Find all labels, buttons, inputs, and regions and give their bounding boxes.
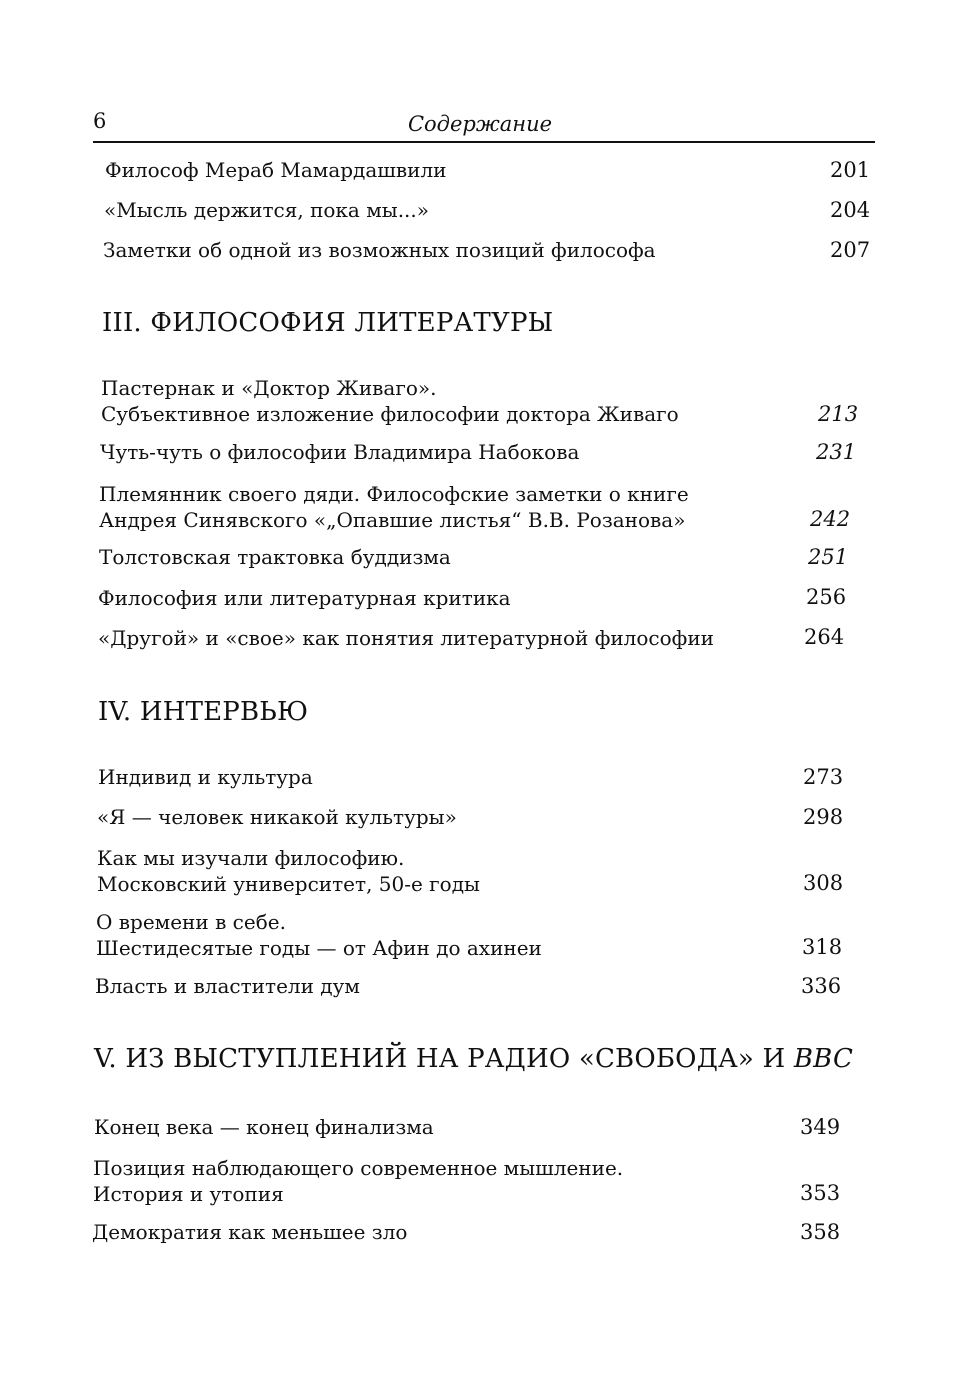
toc-entry-title: «Я — человек никакой культуры» bbox=[97, 805, 457, 829]
toc-entry-title: Власть и властители дум bbox=[95, 974, 360, 998]
section-heading: IV. ИНТЕРВЬЮ bbox=[98, 697, 309, 727]
toc-entry-page: 251 bbox=[808, 545, 849, 569]
toc-entry-page: 349 bbox=[800, 1115, 841, 1139]
toc-entry-page: 204 bbox=[830, 198, 871, 222]
toc-entry-subtitle: Московский университет, 50-е годы bbox=[97, 872, 480, 896]
toc-entry-title: Конец века — конец финализма bbox=[94, 1115, 434, 1139]
toc-entry-title: Демократия как меньшее зло bbox=[92, 1220, 408, 1244]
toc-entry-page: 353 bbox=[800, 1181, 841, 1205]
toc-entry-page: 207 bbox=[830, 238, 871, 262]
toc-entry-subtitle: Андрея Синявского «„Опавшие листья“ В.В. Розанова» bbox=[99, 508, 686, 532]
toc-entry-page: 201 bbox=[830, 158, 871, 182]
toc-entry-page: 213 bbox=[818, 402, 859, 426]
toc-entry-title: Позиция наблюдающего современное мышление. bbox=[93, 1156, 624, 1180]
toc-entry-page: 298 bbox=[803, 805, 844, 829]
toc-entry-title: Как мы изучали философию. bbox=[97, 846, 405, 870]
toc-entry-subtitle: Субъективное изложение философии доктора Живаго bbox=[101, 402, 679, 426]
toc-entry-title: Чуть-чуть о философии Владимира Набокова bbox=[100, 440, 580, 464]
toc-entry-page: 318 bbox=[802, 935, 843, 959]
toc-entry-subtitle: История и утопия bbox=[93, 1182, 284, 1206]
toc-entry-page: 256 bbox=[806, 585, 847, 609]
section-heading-text: V. ИЗ ВЫСТУПЛЕНИЙ НА РАДИО «СВОБОДА» И bbox=[94, 1044, 794, 1074]
toc-entry-page: 308 bbox=[803, 871, 844, 895]
toc-entry-title: Философ Мераб Мамардашвили bbox=[105, 158, 447, 182]
toc-entry-subtitle: Шестидесятые годы — от Афин до ахинеи bbox=[96, 936, 542, 960]
section-heading-italic: BBC bbox=[793, 1044, 854, 1074]
toc-entry-title: Философия или литературная критика bbox=[98, 586, 511, 610]
toc-entry-title: О времени в себе. bbox=[96, 910, 286, 934]
toc-entry-title: Племянник своего дяди. Философские заметки о книге bbox=[99, 482, 689, 506]
toc-entry-page: 231 bbox=[816, 440, 857, 464]
header-rule bbox=[93, 141, 875, 143]
toc-entry-title: «Мысль держится, пока мы...» bbox=[104, 198, 429, 222]
section-heading bbox=[94, 1044, 853, 1074]
toc-entry-title: Толстовская трактовка буддизма bbox=[99, 545, 451, 569]
running-title: Содержание bbox=[407, 112, 553, 136]
toc-entry-page: 264 bbox=[804, 625, 845, 649]
toc-entry-title: Пастернак и «Доктор Живаго». bbox=[101, 376, 437, 400]
toc-entry-title: Заметки об одной из возможных позиций философа bbox=[103, 238, 656, 262]
toc-entry-title: «Другой» и «свое» как понятия литературной философии bbox=[98, 626, 714, 650]
toc-entry-page: 358 bbox=[800, 1220, 841, 1244]
toc-entry-page: 273 bbox=[803, 765, 844, 789]
section-heading: III. ФИЛОСОФИЯ ЛИТЕРАТУРЫ bbox=[102, 308, 554, 338]
toc-entry-page: 242 bbox=[810, 507, 851, 531]
toc-entry-page: 336 bbox=[801, 974, 842, 998]
toc-entry-title: Индивид и культура bbox=[98, 765, 313, 789]
page-number: 6 bbox=[93, 109, 107, 133]
